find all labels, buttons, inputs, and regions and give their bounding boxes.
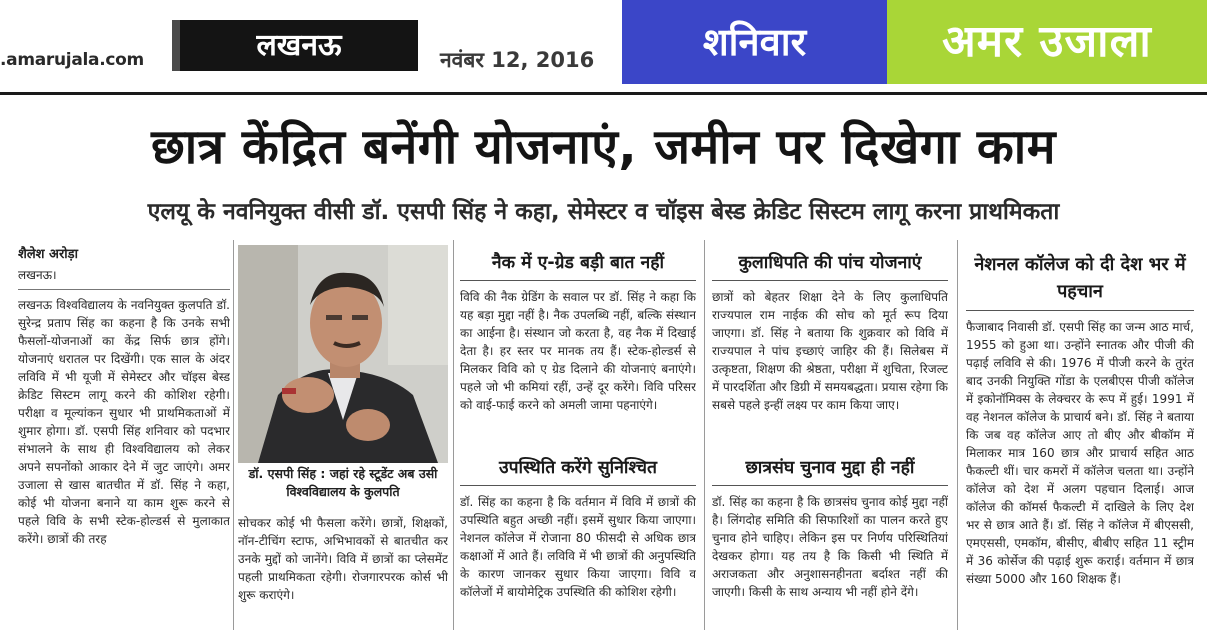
article-body-column-2: सोचकर कोई भी फैसला करेंगे। छात्रों, शिक्षकों, नॉन-टीचिंग स्टाफ, अभिभावकों से बातचीत कर उनके मुद्दों को जानेंगे। विवि में छात्रों का प्लेसमेंट पहली प्राथमिकता रहेगी। रोजगारपरक कोर्स भी शुरू कराएंगे। — [238, 516, 448, 602]
column-divider — [453, 240, 454, 630]
photo-caption: डॉ. एसपी सिंह : जहां रहे स्टूडेंट अब उसी विश्वविद्यालय के कुलपति — [248, 466, 438, 499]
article-headline: छात्र केंद्रित बनेंगी योजनाएं, जमीन पर दिखेगा काम — [151, 119, 1056, 175]
column-divider — [957, 240, 958, 630]
section-heading-national-college: नेशनल कॉलेज को दी देश भर में पहचान — [974, 254, 1186, 302]
section-text-chancellor-plans: छात्रों को बेहतर शिक्षा देने के लिए कुलाधिपति राज्यपाल राम नाईक की सोच को मूर्त रूप दिया जाएगा। डॉ. सिंह ने बताया कि शुक्रवार को विवि में राज्यपाल ने पांच इच्छाएं जाहिर की हैं। सिलेबस में उत्कृष्टता, शिक्षण की श्रेष्ठता, परीक्षा में शुचिता, रिजल्ट में पारदर्शिता और डिग्री में समयबद्धता। प्रयास रहेगा कि सबसे पहले इन्हीं लक्ष्य पर काम किया जाए। — [712, 290, 948, 412]
masthead-divider — [0, 92, 1207, 95]
section-divider — [460, 485, 696, 486]
column-divider — [233, 240, 234, 630]
section-text-attendance: डॉ. सिंह का कहना है कि वर्तमान में विवि में छात्रों की उपस्थिति बहुत अच्छी नहीं। इसमें सुधार किया जाएगा। नेशनल कॉलेज में रोजाना 80 फीसदी से अधिक छात्र कक्षाओं में आते हैं। लविवि में भी छात्रों की अनुपस्थिति के कारण जानकर सुधार किया जाएगा। विवि व कॉलेजों में बायोमेट्रिक उपस्थिति की कोशिश रहेगी। — [460, 495, 696, 599]
portrait-illustration — [238, 245, 448, 463]
section-heading-student-union: छात्रसंघ चुनाव मुद्दा ही नहीं — [745, 458, 915, 478]
edition-date: नवंबर 12, 2016 — [440, 48, 595, 72]
section-text-national-college: फैजाबाद निवासी डॉ. एसपी सिंह का जन्म आठ मार्च, 1955 को हुआ था। उन्होंने स्नातक और पीजी की पढ़ाई लविवि से की। 1976 में पीजी करने के तुरंत बाद उनकी नियुक्ति गोंडा के एलबीएस पीजी कॉलेज में इकोनॉमिक्स के लेक्चरर के रूप में हुई। 1991 में वह नेशनल कॉलेज के प्राचार्य बने। डॉ. सिंह ने बताया कि जब वह कॉलेज आए तो बीए और बीकॉम में मिलाकर मात्र 160 छात्र और प्राचार्य सहित आठ फैकल्टी थीं। चार कमरों में कॉलेज चलता था। उन्होंने कॉलेज को देश में अलग पहचान दिलाई। आज कॉलेज की कॉमर्स फैकल्टी में दाखिले के लिए देश भर से छात्र आते हैं। डॉ. सिंह ने कॉलेज में बीएससी, एमएससी, एमकॉम, बीसीए, बीबीए सहित 11 स्ट्रीम में 36 कोर्सेज की पढ़ाई शुरू कराई। वर्तमान में छात्र संख्या 5000 और 160 शिक्षक हैं। — [966, 320, 1194, 586]
site-url: .amarujala.com — [0, 50, 144, 70]
section-divider — [460, 280, 696, 281]
section-text-naac: विवि की नैक ग्रेडिंग के सवाल पर डॉ. सिंह ने कहा कि यह बड़ा मुद्दा नहीं है। नैक उपलब्धि नहीं, बल्कि संस्थान का आईना है। संस्थान जो करता है, वह नैक में दिखाई देता है। हर स्तर पर मानक तय हैं। स्टेक-होल्डर्स से मिलकर विवि को ए ग्रेड दिलाने की योजनाएं बनाएंगे। पहले जो भी कमियां रहीं, उन्हें दूर करेंगे। विवि परिसर को वाई-फाई करने को अमली जामा पहनाएंगे। — [460, 290, 696, 412]
newspaper-logo: अमर उजाला — [887, 0, 1207, 84]
section-divider — [712, 485, 948, 486]
vc-portrait-photo — [238, 245, 448, 463]
dateline: लखनऊ। — [18, 268, 57, 282]
article-body-column-1: लखनऊ विश्वविद्यालय के नवनियुक्त कुलपति डॉ. सुरेन्द्र प्रताप सिंह का कहना है कि उनके सभी फैसलों-योजनाओं का केंद्र सिर्फ छात्र होंगे। योजनाएं धरातल पर दिखेंगी। एक साल के अंदर लविवि में भी यूजी में सेमेस्टर और चॉइस बेस्ड क्रेडिट सिस्टम लागू करने की कोशिश रहेगी। परीक्षा व मूल्यांकन सुधार भी प्राथमिकताओं में शुमार होगा। डॉ. एसपी सिंह शनिवार को पदभार संभालने के साथ ही विश्वविद्यालय को लेकर अपने सपनोंको आकार देने में जुट जाएंगे। अमर उजाला से खास बातचीत में डॉ. सिंह ने कहा, कोई भी योजना बनाने या काम शुरू करने से पहले विवि के सभी स्टेक-होल्डर्स से मुलाकात करेंगे। छात्रों की तरह — [18, 298, 230, 546]
city-edition-label: लखनऊ — [172, 20, 418, 71]
section-heading-attendance: उपस्थिति करेंगे सुनिश्चित — [499, 458, 657, 478]
edition-day: शनिवार — [622, 0, 887, 84]
byline-divider — [18, 289, 230, 290]
byline: शैलेश अरोड़ा — [18, 247, 78, 262]
column-divider — [704, 240, 705, 630]
section-divider — [966, 310, 1194, 311]
section-heading-chancellor-plans: कुलाधिपति की पांच योजनाएं — [738, 253, 922, 273]
section-heading-naac: नैक में ए-ग्रेड बड़ी बात नहीं — [491, 253, 665, 273]
article-subheadline: एलयू के नवनियुक्त वीसी डॉ. एसपी सिंह ने कहा, सेमेस्टर व चॉइस बेस्ड क्रेडिट सिस्टम लागू करना प्राथमिकता — [147, 199, 1060, 225]
section-divider — [712, 280, 948, 281]
section-text-student-union: डॉ. सिंह का कहना है कि छात्रसंघ चुनाव कोई मुद्दा नहीं है। लिंगदोह समिति की सिफारिशों का पालन करते हुए चुनाव होने चाहिए। लेकिन इस पर निर्णय परिस्थितियां देखकर होगा। यह तय है कि किसी भी स्थिति में अराजकता और अनुशासनहीनता बर्दाश्त नहीं की जाएगी। किसी के साथ अन्याय भी नहीं होने देंगे। — [712, 495, 948, 599]
